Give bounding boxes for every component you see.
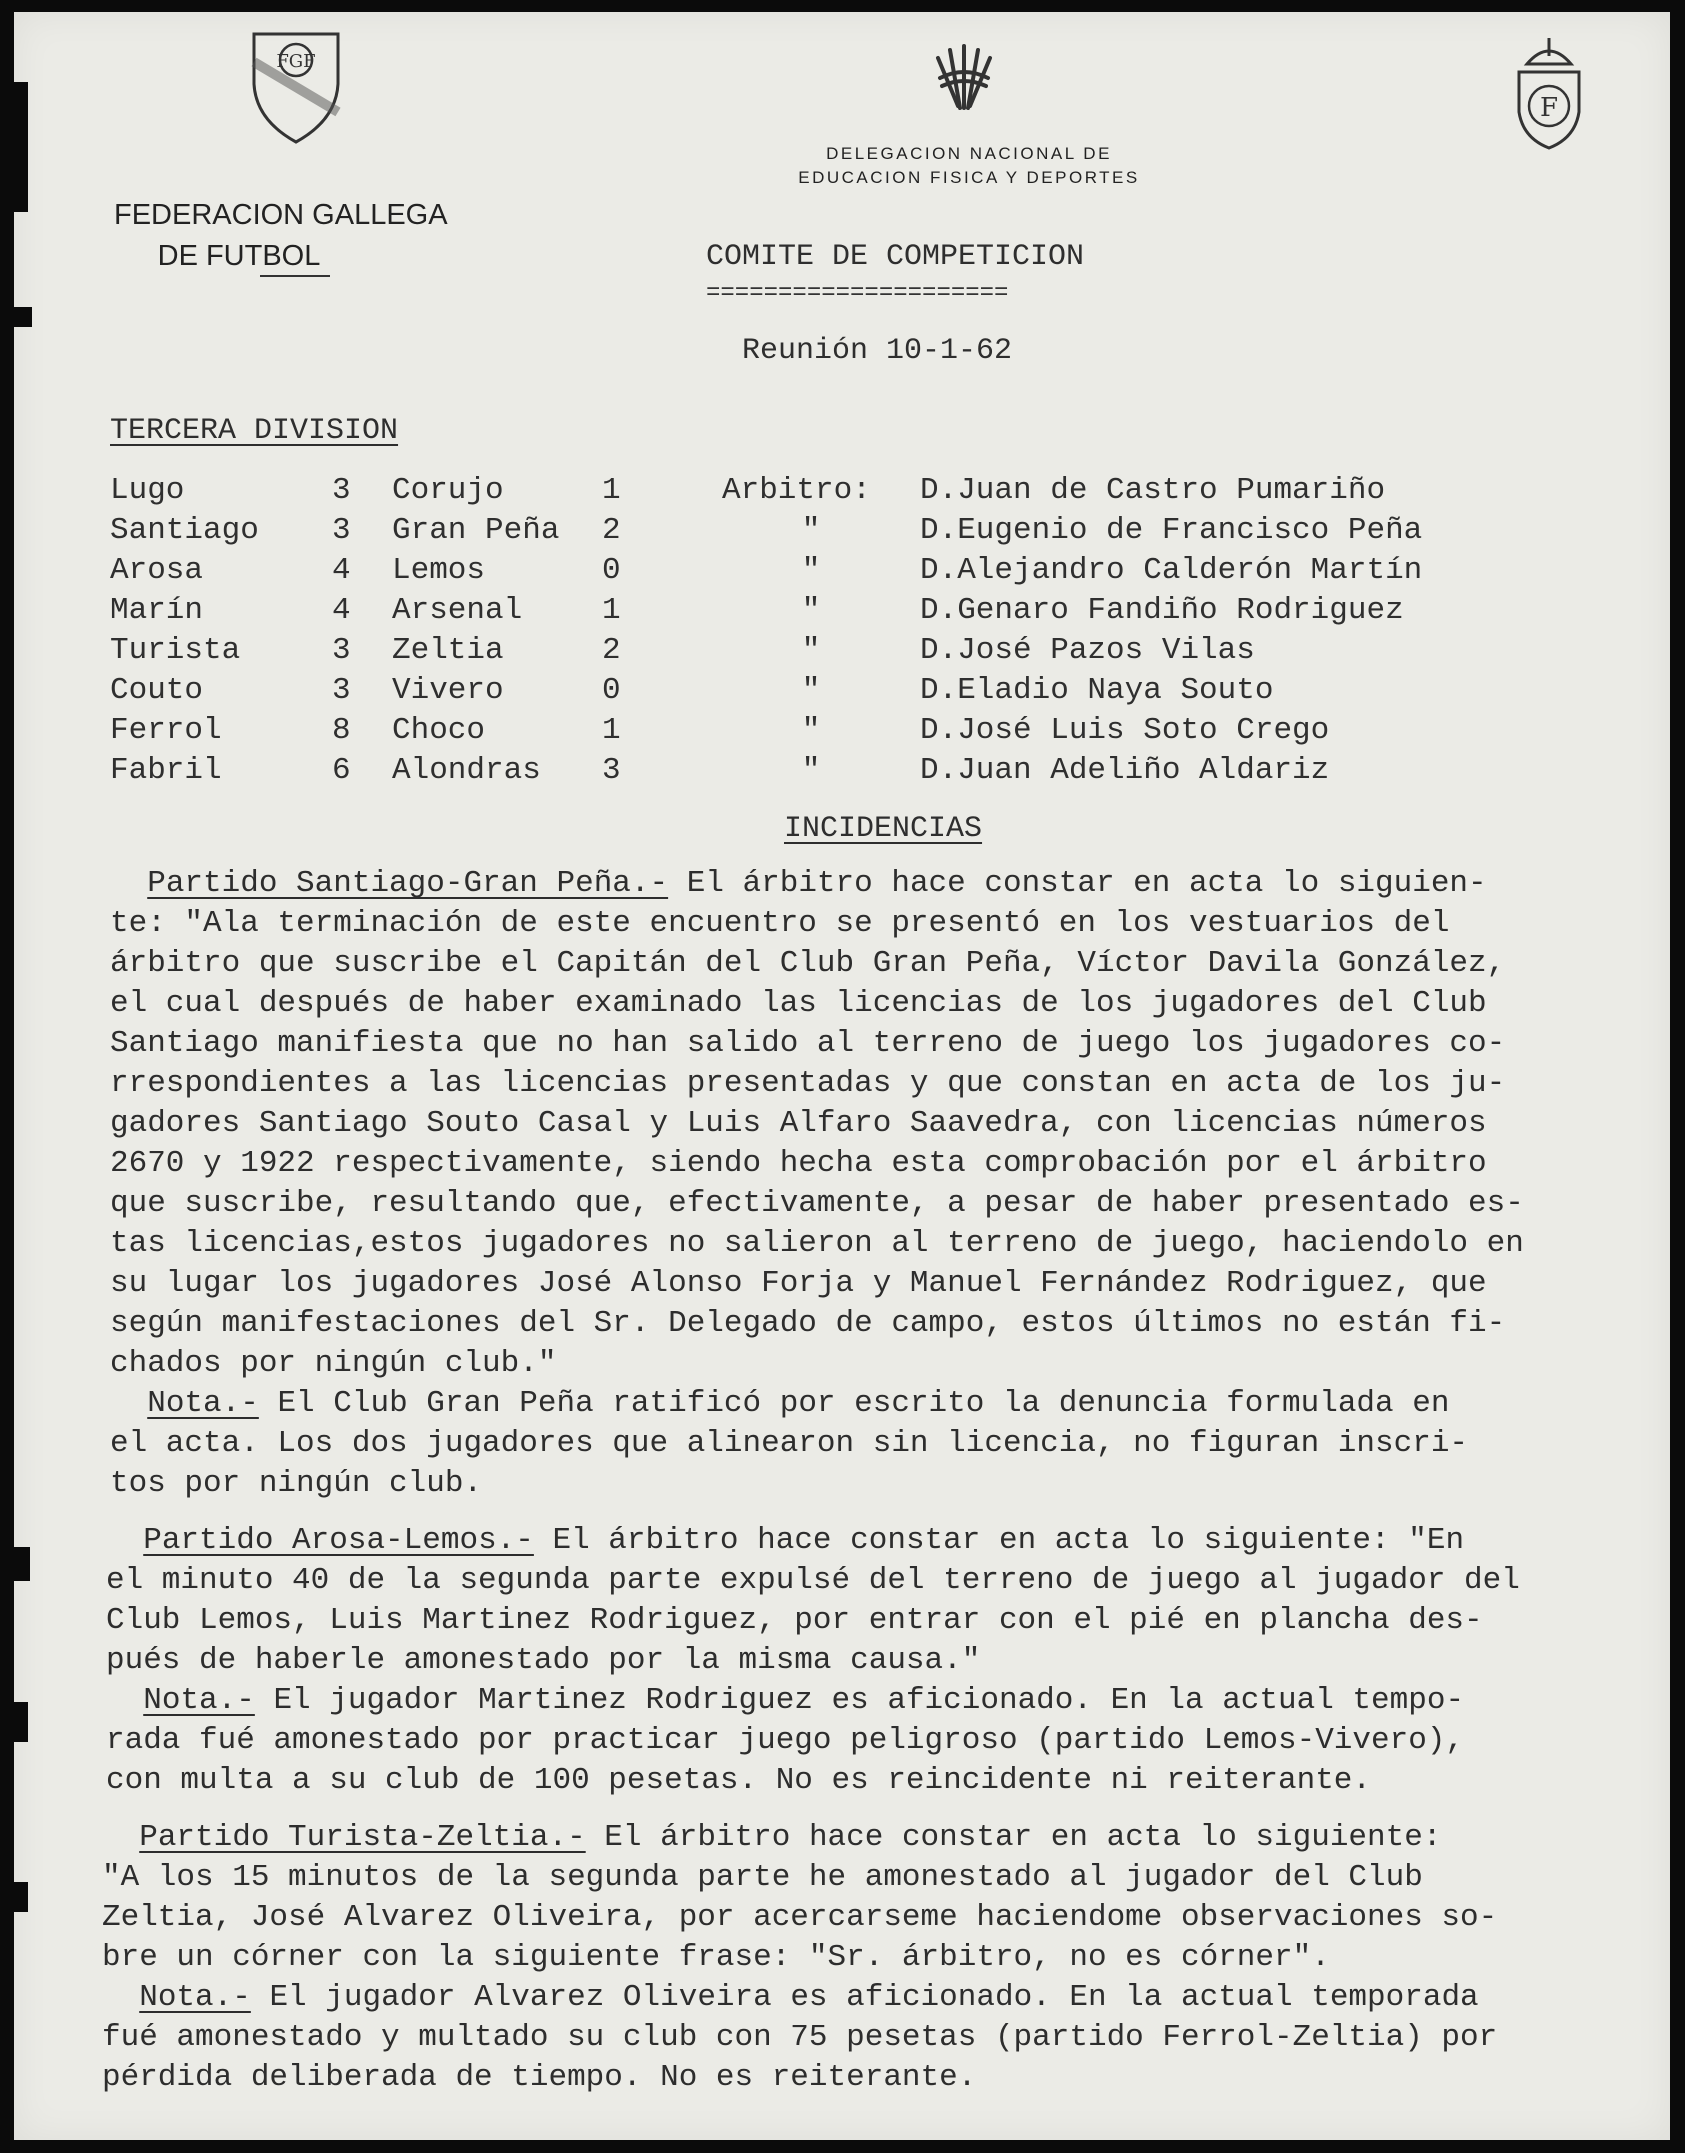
results-table (110, 471, 1422, 791)
incident-heading: Partido Arosa-Lemos.- (143, 1523, 534, 1558)
result-row (110, 551, 1422, 591)
svg-text:FGF: FGF (276, 51, 316, 72)
delegation-name: DELEGACION NACIONAL DE EDUCACION FISICA Y DEPORTES (798, 144, 1140, 187)
federation-name: FEDERACION GALLEGA DE FUTBOL (114, 199, 448, 272)
referee-label: " (801, 633, 821, 668)
referee-label: " (801, 593, 821, 628)
incident-paragraph (106, 1521, 1670, 1801)
away-score: 1 (602, 473, 621, 508)
away-team: Vivero (392, 673, 504, 708)
result-row (110, 751, 1422, 791)
home-score: 3 (332, 633, 351, 668)
note-heading: Nota.- (139, 1980, 251, 2015)
result-row (110, 591, 1422, 631)
incident-line: te: "Ala terminación de este encuentro se presentó en los vestuarios del (110, 906, 1450, 941)
referee-name: D.Juan de Castro Pumariño (920, 473, 1386, 508)
torn-edge (14, 307, 32, 327)
incident-line: gadores Santiago Souto Casal y Luis Alfaro Saavedra, con licencias números (110, 1106, 1487, 1141)
result-row (110, 631, 1422, 671)
home-score: 4 (332, 553, 351, 588)
note-line: tos por ningún club. (110, 1466, 483, 1501)
torn-edge (14, 82, 28, 212)
committee-title: COMITE DE COMPETICION (706, 240, 1085, 274)
home-score: 3 (332, 513, 351, 548)
incident-line: Club Lemos, Luis Martinez Rodriguez, por entrar con el pié en plancha des- (106, 1603, 1483, 1638)
home-team: Fabril (110, 753, 222, 788)
note-first-line (106, 1681, 1670, 1721)
result-row (110, 711, 1422, 751)
incident-text: El árbitro hace constar en acta lo siguiente: "En (533, 1523, 1465, 1558)
home-team: Couto (110, 673, 204, 708)
incident-paragraph (102, 1818, 1668, 2098)
incident-text: El árbitro hace constar en acta lo siguien- (668, 866, 1487, 901)
home-team: Ferrol (110, 713, 222, 748)
incident-line: rrespondientes a las licencias presentadas y que constan en acta de los ju- (110, 1066, 1506, 1101)
incident-line: su lugar los jugadores José Alonso Forja y Manuel Fernández Rodriguez, que (110, 1266, 1487, 1301)
incident-line: "A los 15 minutos de la segunda parte he amonestado al jugador del Club (102, 1860, 1423, 1895)
incident-line: Santiago manifiesta que no han salido al terreno de juego los jugadores co- (110, 1026, 1506, 1061)
note-line: fué amonestado y multado su club con 75 pesetas (partido Ferrol-Zeltia) por (102, 2020, 1498, 2055)
note-heading: Nota.- (143, 1683, 255, 1718)
note-line: el acta. Los dos jugadores que alinearon sin licencia, no figuran inscri- (110, 1426, 1469, 1461)
referee-label: Arbitro: (722, 473, 871, 508)
referee-name: D.Genaro Fandiño Rodriguez (920, 593, 1404, 628)
meeting-date: Reunión 10-1-62 (742, 334, 1013, 368)
home-score: 8 (332, 713, 351, 748)
away-team: Corujo (392, 473, 504, 508)
svg-text:F: F (1539, 93, 1559, 123)
torn-edge (14, 1702, 28, 1742)
incident-line: bre un córner con la siguiente frase: "Sr. árbitro, no es córner". (102, 1940, 1330, 1975)
incident-first-line (106, 1521, 1670, 1561)
away-score: 0 (602, 553, 621, 588)
referee-name: D.José Pazos Vilas (920, 633, 1255, 668)
division-title: TERCERA DIVISION (110, 414, 399, 448)
home-team: Lugo (110, 473, 185, 508)
incident-line: pués de haberle amonestado por la misma causa." (106, 1643, 981, 1678)
incident-heading: Partido Santiago-Gran Peña.- (147, 866, 669, 901)
referee-name: D.Juan Adeliño Aldariz (920, 753, 1330, 788)
note-line: pérdida deliberada de tiempo. No es reiterante. (102, 2060, 977, 2095)
referee-label: " (801, 553, 821, 588)
away-team: Choco (392, 713, 486, 748)
note-line: con multa a su club de 100 pesetas. No es reincidente ni reiterante. (106, 1763, 1372, 1798)
incident-heading: Partido Turista-Zeltia.- (139, 1820, 586, 1855)
away-team: Alondras (392, 753, 541, 788)
incident-first-line (102, 1818, 1668, 1858)
torn-edge (14, 1882, 28, 1912)
note-text: El Club Gran Peña ratificó por escrito la denuncia formulada en (258, 1386, 1450, 1421)
note-text: El jugador Alvarez Oliveira es aficionado. En la actual temporada (250, 1980, 1479, 2015)
incident-text: El árbitro hace constar en acta lo siguiente: (585, 1820, 1442, 1855)
away-team: Arsenal (392, 593, 523, 628)
note-line: rada fué amonestado por practicar juego peligroso (partido Lemos-Vivero), (106, 1723, 1465, 1758)
incidencias-title: INCIDENCIAS (784, 812, 983, 846)
referee-label: " (801, 713, 821, 748)
away-score: 2 (602, 513, 621, 548)
referee-name: D.Eladio Naya Souto (920, 673, 1274, 708)
note-heading: Nota.- (147, 1386, 259, 1421)
incident-line: que suscribe, resultando que, efectivamente, a pesar de haber presentado es- (110, 1186, 1524, 1221)
away-team: Zeltia (392, 633, 504, 668)
torn-edge (14, 1547, 30, 1581)
home-score: 3 (332, 473, 351, 508)
away-score: 0 (602, 673, 621, 708)
result-row (110, 511, 1422, 551)
referee-label: " (801, 513, 821, 548)
home-team: Arosa (110, 553, 204, 588)
referee-label: " (801, 673, 821, 708)
home-team: Marín (110, 593, 204, 628)
note-text: El jugador Martinez Rodriguez es aficionado. En la actual tempo- (254, 1683, 1465, 1718)
incident-line: Zeltia, José Alvarez Oliveira, por acercarseme haciendome observaciones so- (102, 1900, 1498, 1935)
divider (260, 275, 330, 277)
away-score: 3 (602, 753, 621, 788)
note-first-line (110, 1384, 1670, 1424)
incident-line: el cual después de haber examinado las licencias de los jugadores del Club (110, 986, 1487, 1021)
incident-first-line (110, 864, 1670, 904)
incident-line: el minuto 40 de la segunda parte expulsé del terreno de juego al jugador del (106, 1563, 1520, 1598)
incident-line: chados por ningún club." (110, 1346, 557, 1381)
referee-label: " (801, 753, 821, 788)
home-team: Turista (110, 633, 241, 668)
incident-line: árbitro que suscribe el Capitán del Club Gran Peña, Víctor Davila González, (110, 946, 1506, 981)
home-score: 3 (332, 673, 351, 708)
result-row (110, 671, 1422, 711)
referee-name: D.José Luis Soto Crego (920, 713, 1330, 748)
away-team: Gran Peña (392, 513, 560, 548)
yoke-arrows-icon (924, 36, 1004, 116)
away-score: 2 (602, 633, 621, 668)
incident-paragraph (110, 864, 1670, 1504)
referee-name: D.Eugenio de Francisco Peña (920, 513, 1423, 548)
result-row (110, 471, 1422, 511)
away-team: Lemos (392, 553, 486, 588)
incident-line: según manifestaciones del Sr. Delegado de campo, estos últimos no están fi- (110, 1306, 1506, 1341)
referee-name: D.Alejandro Calderón Martín (920, 553, 1423, 588)
home-team: Santiago (110, 513, 259, 548)
away-score: 1 (602, 713, 621, 748)
title-rule: ===================== (706, 280, 1009, 307)
document-page (14, 12, 1670, 2140)
incident-line: 2670 y 1922 respectivamente, siendo hecha esta comprobación por el árbitro (110, 1146, 1487, 1181)
shield-crest-icon (246, 22, 346, 147)
home-score: 6 (332, 753, 351, 788)
crowned-shield-icon (1509, 34, 1589, 154)
home-score: 4 (332, 593, 351, 628)
away-score: 1 (602, 593, 621, 628)
incident-line: tas licencias,estos jugadores no salieron al terreno de juego, haciendolo en (110, 1226, 1524, 1261)
note-first-line (102, 1978, 1668, 2018)
